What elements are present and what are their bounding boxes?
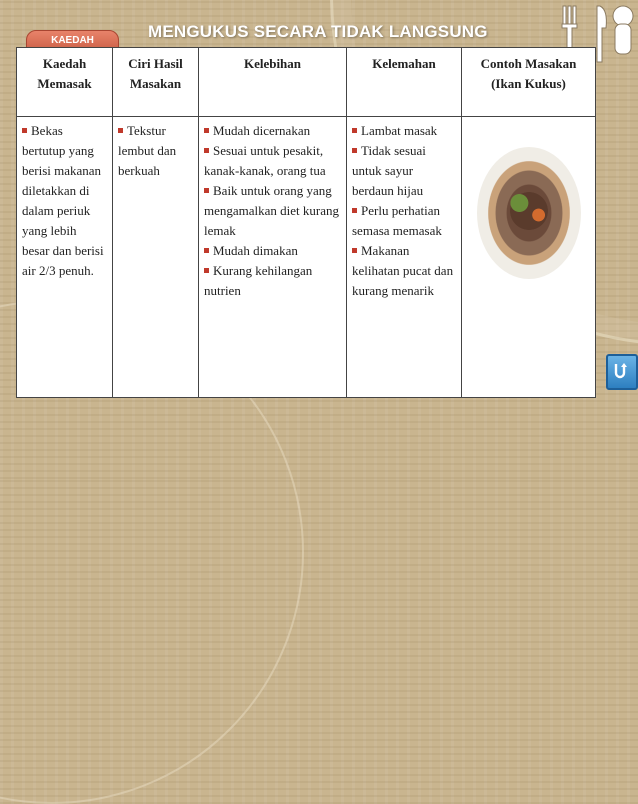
- table-row: [17, 117, 596, 398]
- list-item: Sesuai untuk pesakit, kanak-kanak, orang tua: [204, 143, 326, 178]
- header-kelebihan: Kelebihan: [199, 48, 347, 117]
- list-item: Mudah dicernakan: [204, 121, 341, 141]
- fish-garnish: [505, 191, 553, 231]
- list-item: Kurang kehilangan nutrien: [204, 263, 313, 298]
- list-item: Baik untuk orang yang mengamalkan diet kurang lemak: [204, 183, 340, 238]
- cooking-method-table: [16, 47, 596, 398]
- steamed-fish-image: [477, 147, 581, 279]
- header-kaedah: Kaedah Memasak: [17, 48, 113, 117]
- cell-kaedah: Bekas bertutup yang berisi makanan diletakkan di dalam periuk yang lebih besar dan berisi air 2/3 penuh.: [17, 117, 113, 398]
- list-item: Mudah dimakan: [204, 241, 341, 261]
- list-item: Tidak sesuai untuk sayur berdaun hijau: [352, 143, 426, 198]
- back-arrow-icon: [612, 362, 630, 380]
- list-item: Perlu perhatian semasa memasak: [352, 203, 442, 238]
- slide-title: MENGUKUS SECARA TIDAK LANGSUNG: [148, 22, 488, 41]
- back-button[interactable]: [606, 354, 638, 390]
- list-item: Makanan kelihatan pucat dan kurang menarik: [352, 243, 454, 298]
- cell-ciri: Tekstur lembut dan berkuah: [113, 117, 199, 398]
- list-item: Lambat masak: [352, 121, 456, 141]
- header-contoh: Contoh Masakan (Ikan Kukus): [462, 48, 596, 117]
- table-header-row: [17, 48, 596, 117]
- header-kelemahan: Kelemahan: [347, 48, 462, 117]
- cell-kelemahan: [347, 117, 462, 398]
- cell-kelebihan: [199, 117, 347, 398]
- kaedah-button[interactable]: KAEDAH: [26, 30, 119, 58]
- cell-contoh: [462, 117, 596, 398]
- header-ciri: Ciri Hasil Masakan: [113, 48, 199, 117]
